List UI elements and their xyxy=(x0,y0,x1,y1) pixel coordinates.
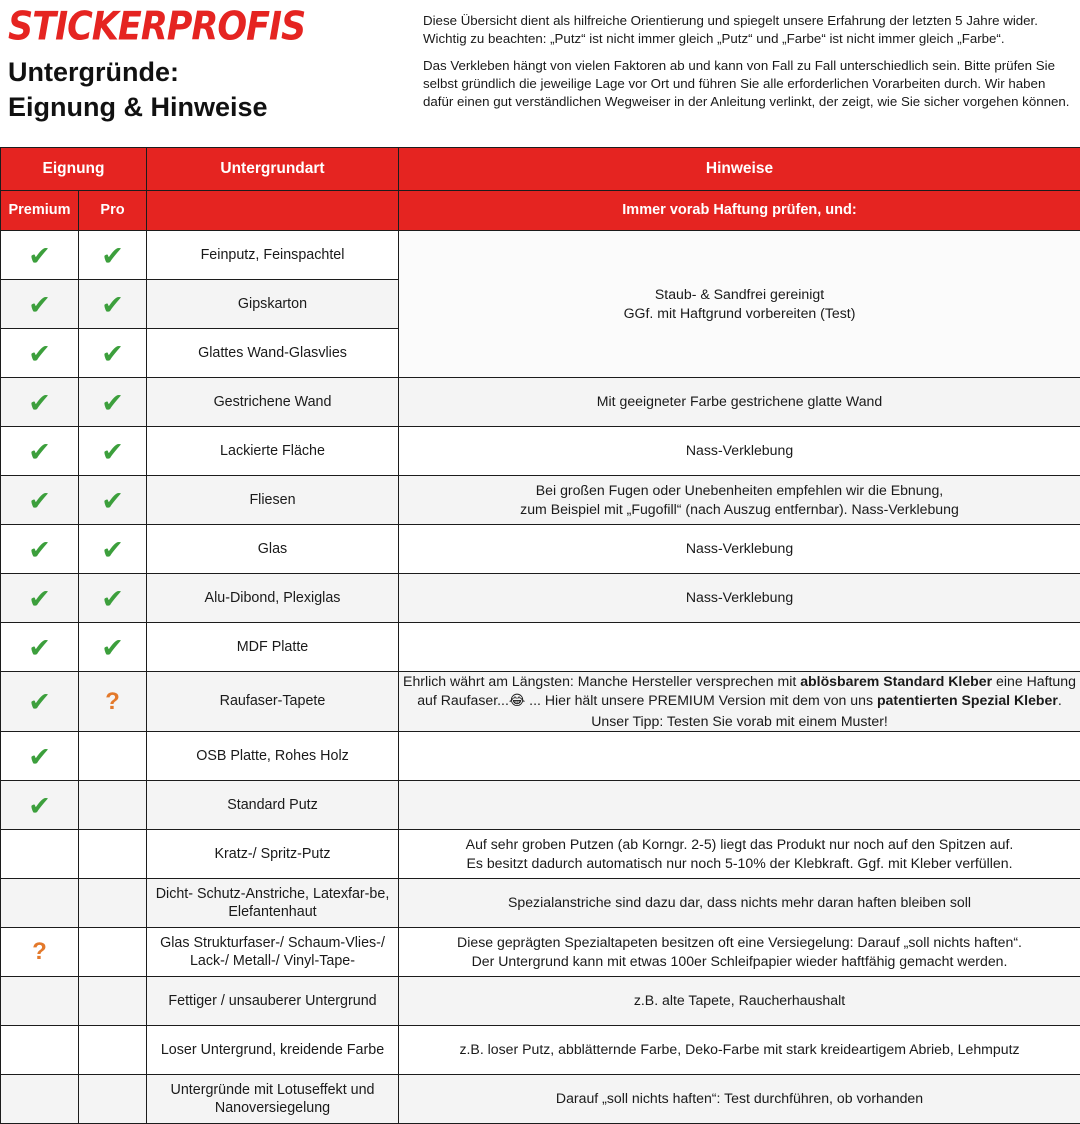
table-row xyxy=(1,231,1080,280)
cell-premium xyxy=(1,525,79,574)
cell-premium xyxy=(1,1026,79,1075)
table-row xyxy=(1,525,1080,574)
cell-hinweise: Mit geeigneter Farbe gestrichene glatte Wand xyxy=(399,378,1080,427)
brand-block xyxy=(0,6,415,124)
header-row-main xyxy=(1,148,1080,191)
cell-hinweise: Nass-Verklebung xyxy=(399,574,1080,623)
check-icon: ✔ xyxy=(101,537,124,564)
cell-pro xyxy=(79,672,147,732)
check-icon: ✔ xyxy=(101,243,124,270)
check-icon: ✔ xyxy=(101,439,124,466)
cell-premium xyxy=(1,280,79,329)
table-row xyxy=(1,574,1080,623)
cell-hinweise: Ehrlich währt am Längsten: Manche Hersteller versprechen mit ablösbarem Standard Kleber eine Haftung auf Raufaser...😂 ... Hier hält unsere PREMIUM Version mit dem von uns patentierten Spezial Kleber. Unser Tipp: Testen Sie vorab mit einem Muster! xyxy=(399,672,1080,732)
cell-hinweise: z.B. loser Putz, abblätternde Farbe, Deko-Farbe mit stark kreideartigem Abrieb, Lehmputz xyxy=(399,1026,1080,1075)
cell-premium xyxy=(1,928,79,977)
cell-untergrundart: Gestrichene Wand xyxy=(147,378,399,427)
table-row xyxy=(1,977,1080,1026)
cell-premium xyxy=(1,781,79,830)
check-icon: ✔ xyxy=(101,635,124,662)
cell-pro xyxy=(79,830,147,879)
table-row xyxy=(1,928,1080,977)
cell-pro xyxy=(79,928,147,977)
check-icon: ✔ xyxy=(28,689,51,716)
cell-untergrundart: Alu-Dibond, Plexiglas xyxy=(147,574,399,623)
cell-untergrundart: Loser Untergrund, kreidende Farbe xyxy=(147,1026,399,1075)
cell-pro xyxy=(79,427,147,476)
cell-pro xyxy=(79,525,147,574)
cell-untergrundart: Lackierte Fläche xyxy=(147,427,399,476)
table-row xyxy=(1,476,1080,525)
table-row xyxy=(1,623,1080,672)
check-icon: ✔ xyxy=(28,537,51,564)
substrate-suitability-table xyxy=(0,147,1080,1124)
cell-untergrundart: Raufaser-Tapete xyxy=(147,672,399,732)
stickerprofis-logo: STICKERPROFIS xyxy=(8,8,415,47)
check-icon: ✔ xyxy=(28,793,51,820)
table-row xyxy=(1,672,1080,732)
cell-hinweise: Auf sehr groben Putzen (ab Korngr. 2-5) liegt das Produkt nur noch auf den Spitzen auf. Es besitzt dadurch automatisch nur noch 5-10% der Klebkraft. Ggf. mit Kleber verfüllen. xyxy=(399,830,1080,879)
cell-pro xyxy=(79,732,147,781)
check-icon: ✔ xyxy=(101,488,124,515)
table-row xyxy=(1,781,1080,830)
cell-premium xyxy=(1,623,79,672)
check-icon: ✔ xyxy=(28,292,51,319)
cell-untergrundart: Glattes Wand-Glasvlies xyxy=(147,329,399,378)
cell-hinweise: Darauf „soll nichts haften“: Test durchführen, ob vorhanden xyxy=(399,1075,1080,1124)
header-hinweise: Hinweise xyxy=(399,148,1080,191)
table-row xyxy=(1,1075,1080,1124)
cell-hinweise-merged: Staub- & Sandfrei gereinigt GGf. mit Haftgrund vorbereiten (Test) xyxy=(399,231,1080,378)
header-row-sub xyxy=(1,191,1080,231)
cell-premium xyxy=(1,830,79,879)
table-row xyxy=(1,378,1080,427)
check-icon: ✔ xyxy=(28,390,51,417)
cell-premium xyxy=(1,1075,79,1124)
cell-pro xyxy=(79,1026,147,1075)
cell-pro xyxy=(79,781,147,830)
cell-pro xyxy=(79,329,147,378)
cell-hinweise: Spezialanstriche sind dazu dar, dass nichts mehr daran haften bleiben soll xyxy=(399,879,1080,928)
cell-untergrundart: Standard Putz xyxy=(147,781,399,830)
table-row xyxy=(1,732,1080,781)
cell-hinweise xyxy=(399,732,1080,781)
page-title-line2: Eignung & Hinweise xyxy=(8,90,415,125)
cell-untergrundart: MDF Platte xyxy=(147,623,399,672)
table-row xyxy=(1,879,1080,928)
header-hinweise-sub: Immer vorab Haftung prüfen, und: xyxy=(399,191,1080,231)
page-title-line1: Untergründe: xyxy=(8,55,415,90)
question-icon: ? xyxy=(32,940,47,964)
header-untergrundart: Untergrundart xyxy=(147,148,399,191)
cell-premium xyxy=(1,476,79,525)
cell-untergrundart: Untergründe mit Lotuseffekt und Nanoversiegelung xyxy=(147,1075,399,1124)
table-body xyxy=(1,231,1080,1124)
cell-premium xyxy=(1,231,79,280)
check-icon: ✔ xyxy=(101,390,124,417)
cell-premium xyxy=(1,732,79,781)
cell-premium xyxy=(1,329,79,378)
cell-untergrundart: Fliesen xyxy=(147,476,399,525)
header-eignung: Eignung xyxy=(1,148,147,191)
cell-hinweise: Nass-Verklebung xyxy=(399,525,1080,574)
bold-standard-kleber: ablösbarem Standard Kleber xyxy=(800,673,992,689)
cell-premium xyxy=(1,427,79,476)
table-row xyxy=(1,830,1080,879)
cell-untergrundart: Kratz-/ Spritz-Putz xyxy=(147,830,399,879)
check-icon: ✔ xyxy=(28,586,51,613)
cell-hinweise: Diese geprägten Spezialtapeten besitzen oft eine Versiegelung: Darauf „soll nichts haften“. Der Untergrund kann mit etwas 100er Schleifpapier wieder haftfähig gemacht werden. xyxy=(399,928,1080,977)
laughing-face-icon: 😂 xyxy=(509,693,525,709)
cell-untergrundart: Fettiger / unsauberer Untergrund xyxy=(147,977,399,1026)
cell-pro xyxy=(79,1075,147,1124)
cell-hinweise xyxy=(399,781,1080,830)
cell-pro xyxy=(79,977,147,1026)
table-row xyxy=(1,1026,1080,1075)
cell-hinweise: z.B. alte Tapete, Raucherhaushalt xyxy=(399,977,1080,1026)
cell-untergrundart: Glas Strukturfaser-/ Schaum-Vlies-/ Lack-/ Metall-/ Vinyl-Tape- xyxy=(147,928,399,977)
intro-paragraph-2: Das Verkleben hängt von vielen Faktoren ab und kann von Fall zu Fall unterschiedlich sein. Bitte prüfen Sie selbst gründlich die jeweilige Lage vor Ort und führen Sie alle erforderlichen Vorarbeiten durch. Wir haben dafür einen gut verständlichen Wegweiser in der Anleitung verlinkt, der zeigt, wie Sie sicher vorgehen können. xyxy=(423,57,1072,111)
check-icon: ✔ xyxy=(101,586,124,613)
bold-spezial-kleber: patentierten Spezial Kleber xyxy=(877,692,1058,708)
check-icon: ✔ xyxy=(28,744,51,771)
table-header xyxy=(1,148,1080,231)
check-icon: ✔ xyxy=(28,488,51,515)
intro-text xyxy=(415,6,1080,111)
cell-premium xyxy=(1,672,79,732)
cell-premium xyxy=(1,574,79,623)
cell-hinweise xyxy=(399,623,1080,672)
cell-premium xyxy=(1,977,79,1026)
header-pro: Pro xyxy=(79,191,147,231)
table-row xyxy=(1,427,1080,476)
check-icon: ✔ xyxy=(28,439,51,466)
cell-pro xyxy=(79,378,147,427)
cell-untergrundart: OSB Platte, Rohes Holz xyxy=(147,732,399,781)
cell-untergrundart: Gipskarton xyxy=(147,280,399,329)
page-header xyxy=(0,0,1080,147)
header-untergrundart-sub xyxy=(147,191,399,231)
cell-untergrundart: Glas xyxy=(147,525,399,574)
cell-pro xyxy=(79,879,147,928)
header-premium: Premium xyxy=(1,191,79,231)
cell-hinweise: Bei großen Fugen oder Unebenheiten empfehlen wir die Ebnung, zum Beispiel mit „Fugofill“ (nach Auszug entfernbar). Nass-Verklebung xyxy=(399,476,1080,525)
page-title xyxy=(8,55,415,124)
check-icon: ✔ xyxy=(28,635,51,662)
cell-pro xyxy=(79,574,147,623)
cell-pro xyxy=(79,231,147,280)
check-icon: ✔ xyxy=(101,341,124,368)
cell-premium xyxy=(1,879,79,928)
cell-premium xyxy=(1,378,79,427)
cell-hinweise: Nass-Verklebung xyxy=(399,427,1080,476)
cell-pro xyxy=(79,476,147,525)
cell-pro xyxy=(79,280,147,329)
check-icon: ✔ xyxy=(101,292,124,319)
check-icon: ✔ xyxy=(28,243,51,270)
cell-untergrundart: Dicht- Schutz-Anstriche, Latexfar-be, Elefantenhaut xyxy=(147,879,399,928)
intro-paragraph-1: Diese Übersicht dient als hilfreiche Orientierung und spiegelt unsere Erfahrung der letzten 5 Jahre wider. Wichtig zu beachten: „Putz“ ist nicht immer gleich „Putz“ und „Farbe“ ist nicht immer gleich „Farbe“. xyxy=(423,12,1072,48)
question-icon: ? xyxy=(105,690,120,714)
cell-untergrundart: Feinputz, Feinspachtel xyxy=(147,231,399,280)
cell-pro xyxy=(79,623,147,672)
check-icon: ✔ xyxy=(28,341,51,368)
